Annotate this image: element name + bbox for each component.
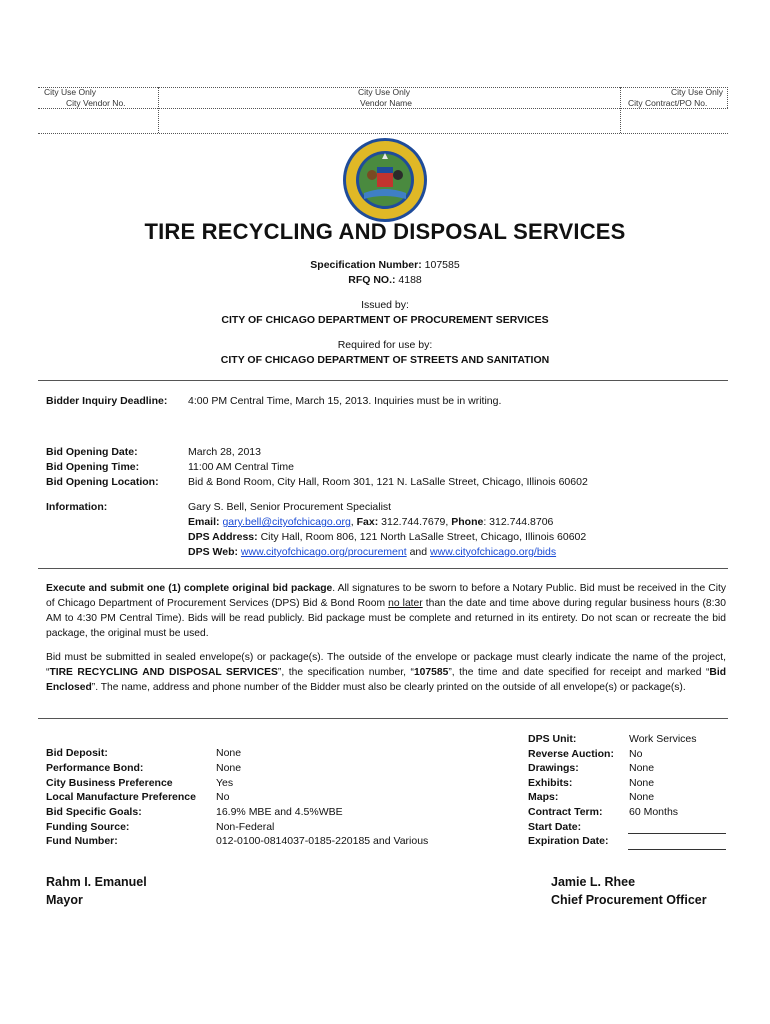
instructions-p1-underline: no later	[388, 598, 423, 609]
mayor-title: Mayor	[46, 893, 83, 907]
issued-by-value: CITY OF CHICAGO DEPARTMENT OF PROCUREMENT SERVICES	[221, 314, 549, 326]
opening-date-label: Bid Opening Date:	[46, 446, 138, 458]
detail-value: 16.9% MBE and 4.5%WBE	[216, 806, 343, 818]
detail-label: Start Date:	[528, 821, 582, 833]
opening-time-label: Bid Opening Time:	[46, 461, 140, 473]
required-by-value: CITY OF CHICAGO DEPARTMENT OF STREETS AND SANITATION	[220, 354, 550, 366]
detail-label: Drawings:	[528, 762, 579, 774]
inquiry-label: Bidder Inquiry Deadline:	[46, 395, 168, 407]
detail-label: DPS Unit:	[528, 733, 577, 745]
required-label: Required for use by:	[337, 339, 433, 351]
divider-middle	[38, 568, 728, 569]
header-col3-label: City Contract/PO No.	[628, 98, 708, 108]
opening-location-value: Bid & Bond Room, City Hall, Room 301, 121 N. LaSalle Street, Chicago, Illinois 60602	[188, 476, 588, 488]
instructions-p2-spec: 107585	[413, 667, 449, 678]
header-divider-3	[727, 87, 728, 108]
contact-line: Email: gary.bell@cityofchicago.org, Fax: 312.744.7679, Phone: 312.744.8706	[188, 516, 554, 528]
detail-value: None	[629, 762, 655, 774]
opening-location-label: Bid Opening Location:	[46, 476, 159, 488]
rfq-value: 4188	[398, 274, 422, 286]
header-divider-2	[620, 87, 621, 133]
cpo-title: Chief Procurement Officer	[551, 893, 707, 907]
fax-value: 312.744.7679	[381, 516, 446, 528]
document-title: TIRE RECYCLING AND DISPOSAL SERVICES	[144, 219, 626, 244]
cpo-name: Jamie L. Rhee	[551, 875, 636, 889]
rfq-line	[0, 274, 770, 286]
detail-label: Performance Bond:	[46, 762, 144, 774]
opening-date-value: March 28, 2013	[188, 446, 261, 458]
expiration-date-field[interactable]	[628, 849, 726, 850]
instructions-p2-e: ”. The name, address and phone number of the Bidder must also be clearly printed on the outside of all envelope(s) or package(s).	[91, 682, 686, 693]
detail-value: Non-Federal	[216, 821, 275, 833]
header-label-border	[38, 108, 728, 109]
fax-label: Fax:	[356, 516, 379, 528]
detail-label: Contract Term:	[528, 806, 603, 818]
header-col2-top: City Use Only	[358, 87, 410, 97]
detail-value: Yes	[216, 777, 234, 789]
header-bottom-border	[38, 133, 728, 134]
instructions-p2-d: ”, the time and date specified for receipt and marked “	[448, 667, 710, 678]
detail-label: Exhibits:	[528, 777, 573, 789]
instructions-paragraph-1	[46, 581, 726, 641]
address-value: City Hall, Room 806, 121 North LaSalle Street, Chicago, Illinois 60602	[260, 531, 587, 543]
detail-label: Bid Deposit:	[46, 747, 108, 759]
header-col2-label: Vendor Name	[360, 98, 412, 108]
email-label: Email:	[188, 516, 220, 528]
detail-value: Work Services	[629, 733, 697, 745]
header-col1-top: City Use Only	[44, 87, 96, 97]
header-col3-top: City Use Only	[671, 87, 723, 97]
detail-value: No	[629, 748, 643, 760]
phone-label: Phone	[451, 516, 484, 528]
instructions-p2-c: ”, the specification number, “	[277, 667, 414, 678]
spec-value: 107585	[424, 259, 460, 271]
instructions-p1-a: . All signatures to be sworn to before a Notary Public. Bid must be received in the City of Chicago Department of Procurement Services (DPS) Bid & Bond Room	[46, 583, 726, 609]
contract-number-field[interactable]	[622, 110, 726, 132]
spec-label: Specification Number:	[310, 259, 422, 271]
phone-value: : 312.744.8706	[483, 516, 554, 528]
inquiry-value: 4:00 PM Central Time, March 15, 2013. Inquiries must be in writing.	[188, 395, 502, 407]
email-link[interactable]: gary.bell@cityofchicago.org	[222, 516, 351, 528]
address-line	[188, 531, 586, 543]
header-col1-label: City Vendor No.	[66, 98, 126, 108]
spec-line	[0, 259, 770, 271]
detail-value: None	[629, 777, 655, 789]
web-label: DPS Web:	[188, 546, 238, 558]
detail-label: Fund Number:	[46, 835, 118, 847]
detail-label: Local Manufacture Preference	[46, 791, 196, 803]
divider-bottom	[38, 718, 728, 719]
detail-value: 012-0100-0814037-0185-220185 and Various	[216, 835, 429, 847]
instructions-paragraph-2	[46, 650, 726, 695]
mayor-name: Rahm I. Emanuel	[46, 875, 147, 889]
start-date-field[interactable]	[628, 833, 726, 834]
information-label: Information:	[46, 501, 108, 513]
detail-value: 60 Months	[629, 806, 679, 818]
instructions-p2-enclosed: Bid Enclosed	[46, 667, 726, 693]
contact-name: Gary S. Bell, Senior Procurement Specialist	[188, 501, 392, 513]
detail-value: None	[216, 747, 242, 759]
rfq-label: RFQ NO.:	[348, 274, 396, 286]
procurement-link[interactable]: www.cityofchicago.org/procurement	[240, 546, 407, 558]
detail-value: No	[216, 791, 230, 803]
instructions-p1-bold: Execute and submit one (1) complete original bid package	[46, 583, 333, 594]
detail-label: Expiration Date:	[528, 835, 609, 847]
detail-label: Reverse Auction:	[528, 748, 614, 760]
instructions-p1-b: than the date and time above during regular business hours (8:30 AM to 4:30 PM Central Time). Bids will be read publicly. Bid package must be complete and returned in its entirety. Do not scan or recreate the bid package, the original must be used.	[46, 598, 726, 639]
vendor-number-field[interactable]	[40, 110, 156, 132]
header-divider-1	[158, 87, 159, 133]
vendor-name-field[interactable]	[160, 110, 618, 132]
instructions-p2-project: TIRE RECYCLING AND DISPOSAL SERVICES	[49, 667, 278, 678]
detail-label: City Business Preference	[46, 777, 173, 789]
divider-top	[38, 380, 728, 381]
bids-link[interactable]: www.cityofchicago.org/bids	[430, 546, 557, 558]
detail-value: None	[216, 762, 242, 774]
city-seal-icon	[342, 137, 428, 223]
instructions-p2-a: Bid must be submitted in sealed envelope(s) or package(s). The outside of the envelope or package must clearly indicate the name of the project, “	[46, 652, 726, 678]
address-label: DPS Address:	[188, 531, 258, 543]
web-and: and	[409, 546, 428, 558]
detail-value: None	[629, 791, 655, 803]
detail-label: Maps:	[528, 791, 559, 803]
issued-by-label: Issued by:	[361, 299, 409, 311]
detail-label: Funding Source:	[46, 821, 130, 833]
opening-time-value: 11:00 AM Central Time	[188, 461, 295, 473]
detail-label: Bid Specific Goals:	[46, 806, 142, 818]
web-line	[188, 546, 556, 558]
